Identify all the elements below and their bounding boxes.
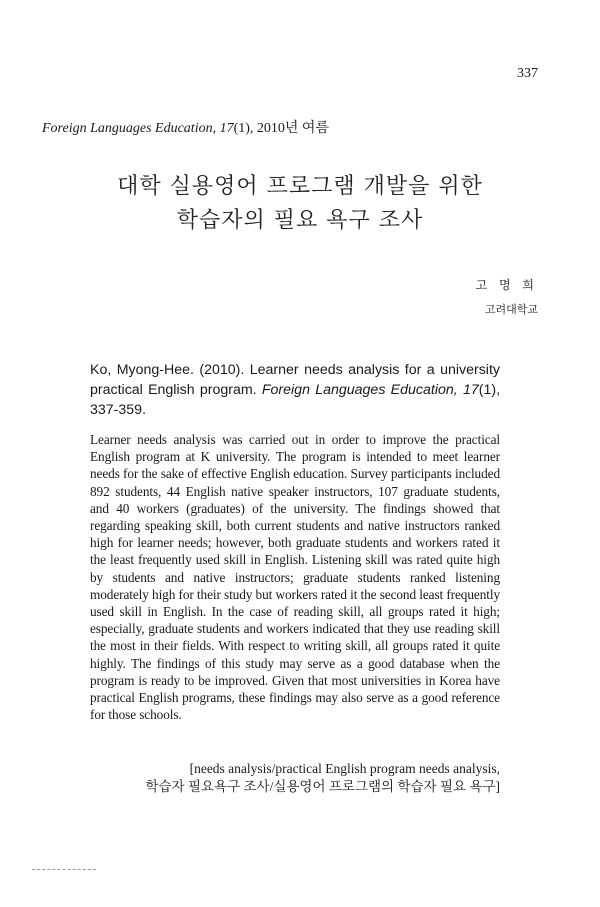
keywords <box>120 760 500 796</box>
citation-volume: 17 <box>462 382 479 398</box>
article-title-line-1: 대학 실용영어 프로그램 개발을 위한 <box>117 174 483 199</box>
keywords-line-2: 학습자 필요욕구 조사/실용영어 프로그램의 학습자 필요 욕구] <box>145 779 500 794</box>
author-name: 고 명 희 <box>475 278 538 292</box>
author-affiliation: 고려대학교 <box>484 303 538 316</box>
journal-header <box>42 117 329 137</box>
abstract-text: Learner needs analysis was carried out in order to improve the practical English program at K university. The program is intended to meet learner needs for the sake of effective English education. Survey participants included 892 students, 44 English native speaker instructors, 107 graduate students, and 40 workers (graduates) of the university. The findings showed that regarding speaking skill, both current students and native instructors ranked high for learner needs; however, both graduate students and workers rated it the least frequently used skill in English. Listening skill was rated quite high by students and native instructors; graduate students ranked listening moderately high for their study but workers rated it the second least frequently used skill in English. In the case of reading skill, all groups rated it high; especially, graduate students and workers indicated that they use reading skill the most in their fields. With respect to writing skill, all groups rated it quite highly. The findings of this study may serve as a good database when the program is ready to be improved. Given that most universities in Korea have practical English programs, these findings may also serve as a good reference for those schools. <box>90 432 500 723</box>
journal-name: Foreign Languages Education, <box>42 121 217 136</box>
page-number: 337 <box>517 66 538 81</box>
article-title <box>0 170 600 238</box>
journal-volume: 17 <box>219 121 234 136</box>
footnote-divider <box>32 869 96 870</box>
citation <box>90 360 500 420</box>
citation-suffix: (1), 337-359. <box>90 382 501 418</box>
keywords-line-1: [needs analysis/practical English program needs analysis, <box>189 761 500 776</box>
journal-issue-year: (1), 2010년 여름 <box>233 121 329 136</box>
citation-journal: Foreign Languages Education, <box>261 382 458 398</box>
article-title-line-2: 학습자의 필요 욕구 조사 <box>176 208 424 233</box>
citation-prefix: Ko, Myong-Hee. (2010). Learner needs analysis for a university practical English program. <box>90 362 500 398</box>
